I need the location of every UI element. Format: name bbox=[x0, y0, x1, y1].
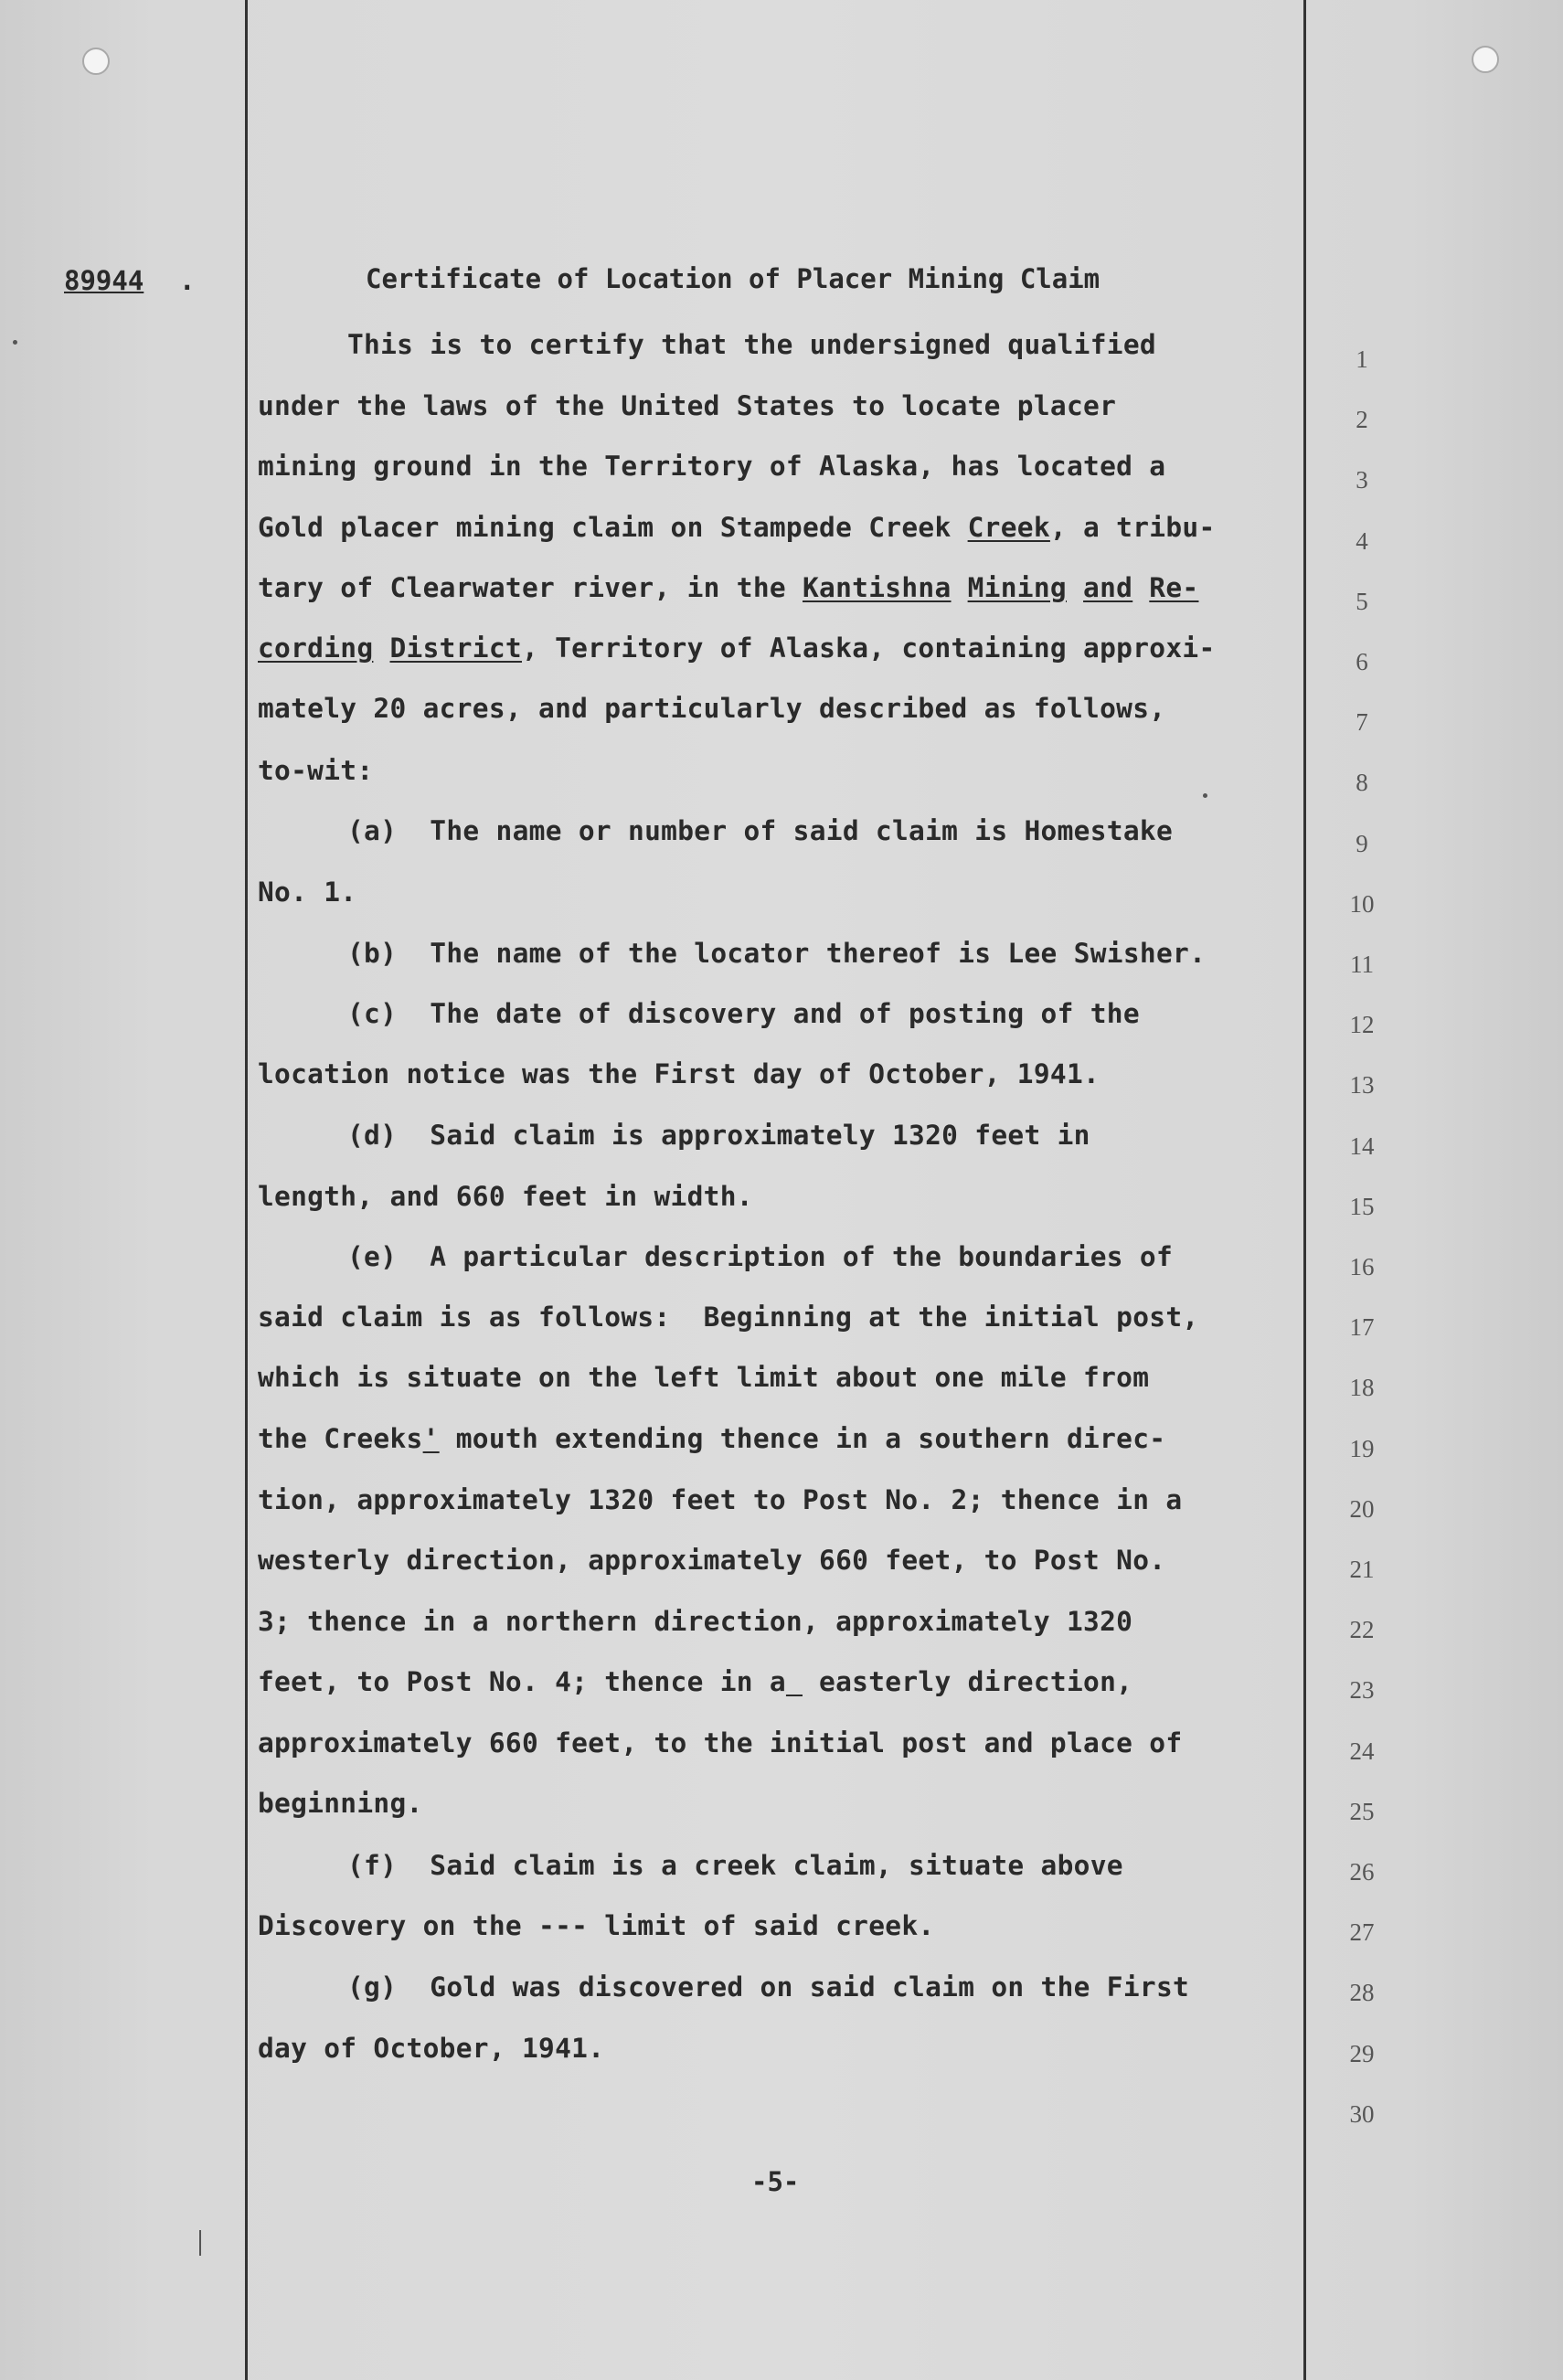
body-text-segment: beginning. bbox=[258, 1788, 423, 1819]
underlined-text: and bbox=[1083, 572, 1133, 603]
body-text-segment: 3; thence in a northern direction, approximately 1320 bbox=[258, 1606, 1133, 1637]
underlined-text: Kantishna bbox=[803, 572, 952, 603]
body-line bbox=[258, 1362, 1149, 1393]
line-number: 22 bbox=[1349, 1616, 1375, 1644]
line-number: 9 bbox=[1356, 829, 1368, 857]
document-number: 89944 bbox=[64, 265, 144, 296]
body-text-segment: , a tribu- bbox=[1049, 512, 1216, 543]
stray-mark bbox=[1203, 793, 1207, 798]
line-number: 7 bbox=[1356, 708, 1368, 737]
body-line bbox=[258, 693, 1165, 724]
line-number: 19 bbox=[1349, 1434, 1375, 1462]
line-number: 12 bbox=[1349, 1011, 1375, 1039]
line-number: 13 bbox=[1349, 1071, 1375, 1100]
underlined-text: ' bbox=[422, 1423, 440, 1454]
body-line bbox=[347, 1241, 1173, 1272]
body-text-segment bbox=[952, 572, 968, 603]
punch-hole-left bbox=[82, 48, 110, 75]
body-text-segment: to-wit: bbox=[258, 755, 374, 786]
body-line bbox=[347, 998, 1140, 1029]
line-number: 11 bbox=[1350, 951, 1374, 978]
body-text-segment: (e) A particular description of the boundaries of bbox=[347, 1241, 1174, 1272]
body-text-segment: easterly direction, bbox=[803, 1666, 1133, 1697]
body-line bbox=[258, 572, 1198, 603]
body-text-segment: (f) Said claim is a creek claim, situate above bbox=[347, 1850, 1123, 1881]
line-number: 16 bbox=[1349, 1253, 1375, 1280]
line-number: 18 bbox=[1349, 1374, 1375, 1402]
body-line bbox=[258, 1058, 1100, 1089]
line-number: 24 bbox=[1349, 1737, 1375, 1765]
line-number: 29 bbox=[1349, 2039, 1375, 2067]
body-text-segment: location notice was the First day of October, 1941. bbox=[258, 1058, 1100, 1089]
body-text-segment: under the laws of the United States to locate placer bbox=[258, 390, 1117, 421]
line-number: 28 bbox=[1349, 1979, 1375, 2007]
body-line bbox=[258, 755, 373, 786]
document-number-period: . bbox=[179, 265, 196, 296]
body-line bbox=[258, 1727, 1182, 1758]
body-text-segment: feet, to Post No. 4; thence in a bbox=[258, 1666, 786, 1697]
body-line bbox=[258, 1910, 934, 1941]
underlined-text: Mining bbox=[967, 572, 1067, 603]
underlined-text: District bbox=[389, 632, 522, 664]
body-text-segment: mately 20 acres, and particularly described as follows, bbox=[258, 693, 1166, 724]
body-text-segment: day of October, 1941. bbox=[258, 2033, 605, 2064]
line-number: 20 bbox=[1349, 1494, 1375, 1523]
line-number: 23 bbox=[1349, 1676, 1375, 1705]
line-number: 6 bbox=[1356, 648, 1368, 675]
body-line bbox=[347, 1971, 1189, 2003]
body-text-segment: (b) The name of the locator thereof is Lee Swisher. bbox=[347, 938, 1207, 969]
body-line bbox=[258, 1423, 1165, 1454]
underlined-text: cording bbox=[258, 632, 374, 664]
line-number: 3 bbox=[1356, 466, 1368, 494]
body-line bbox=[347, 329, 1156, 360]
body-text-segment: which is situate on the left limit about one mile from bbox=[258, 1362, 1150, 1393]
body-text-segment: tary of Clearwater river, in the bbox=[258, 572, 803, 603]
body-line bbox=[258, 1666, 1132, 1697]
body-line bbox=[258, 877, 356, 908]
body-text-segment: (a) The name or number of said claim is Homestake bbox=[347, 815, 1174, 846]
line-number: 25 bbox=[1349, 1797, 1375, 1825]
body-text-segment: said claim is as follows: Beginning at the initial post, bbox=[258, 1302, 1199, 1333]
body-line bbox=[258, 1606, 1132, 1637]
body-line bbox=[258, 1181, 753, 1212]
body-text-segment: tion, approximately 1320 feet to Post No. 2; thence in a bbox=[258, 1484, 1183, 1515]
body-line bbox=[347, 938, 1206, 969]
body-text-segment: mouth extending thence in a southern direc- bbox=[439, 1423, 1166, 1454]
body-text-segment bbox=[1067, 572, 1083, 603]
line-number: 26 bbox=[1349, 1858, 1375, 1886]
line-number: 15 bbox=[1349, 1192, 1375, 1220]
line-number: 8 bbox=[1356, 769, 1368, 797]
body-text-segment: Gold placer mining claim on Stampede Creek bbox=[258, 512, 968, 543]
line-number: 17 bbox=[1349, 1313, 1375, 1342]
line-number: 1 bbox=[1356, 345, 1368, 373]
body-text-segment: (c) The date of discovery and of posting of the bbox=[347, 998, 1140, 1029]
body-line bbox=[258, 1484, 1182, 1515]
body-text-segment: (g) Gold was discovered on said claim on the First bbox=[347, 1971, 1190, 2003]
left-margin-rule bbox=[245, 0, 248, 2380]
line-number: 10 bbox=[1349, 889, 1375, 918]
body-line bbox=[347, 1120, 1090, 1151]
body-line bbox=[258, 1545, 1165, 1576]
line-number: 2 bbox=[1356, 406, 1368, 434]
body-text-segment: westerly direction, approximately 660 feet, to Post No. bbox=[258, 1545, 1166, 1576]
body-line bbox=[258, 451, 1165, 482]
body-text-segment: mining ground in the Territory of Alaska, has located a bbox=[258, 451, 1166, 482]
body-line bbox=[347, 1850, 1123, 1881]
stray-mark bbox=[13, 340, 17, 345]
body-text-segment: , Territory of Alaska, containing approxi- bbox=[521, 632, 1216, 664]
body-text-segment: the Creeks bbox=[258, 1423, 423, 1454]
right-margin-rule bbox=[1303, 0, 1306, 2380]
line-number: 30 bbox=[1349, 2099, 1375, 2128]
underlined-text bbox=[786, 1666, 803, 1697]
body-text-segment bbox=[373, 632, 389, 664]
line-number: 5 bbox=[1356, 587, 1368, 615]
body-line bbox=[258, 512, 1216, 543]
body-text-segment: approximately 660 feet, to the initial post and place of bbox=[258, 1727, 1183, 1758]
punch-hole-right bbox=[1472, 46, 1499, 73]
underlined-text: Creek bbox=[967, 512, 1050, 543]
body-line bbox=[258, 390, 1116, 421]
body-text-segment: length, and 660 feet in width. bbox=[258, 1181, 753, 1212]
underlined-text: Re- bbox=[1149, 572, 1199, 603]
body-text-segment: This is to certify that the undersigned qualified bbox=[347, 329, 1156, 360]
line-number: 4 bbox=[1356, 526, 1368, 555]
body-text-segment: Discovery on the --- limit of said creek. bbox=[258, 1910, 935, 1941]
page-number: -5- bbox=[751, 2166, 800, 2197]
body-line bbox=[258, 1302, 1198, 1333]
line-number: 27 bbox=[1349, 1918, 1375, 1947]
line-number: 14 bbox=[1349, 1132, 1375, 1160]
body-text-segment bbox=[1132, 572, 1149, 603]
stray-mark bbox=[199, 2230, 201, 2256]
line-number: 21 bbox=[1349, 1556, 1375, 1583]
body-text-segment: (d) Said claim is approximately 1320 feet in bbox=[347, 1120, 1090, 1151]
document-title: Certificate of Location of Placer Mining Claim bbox=[366, 263, 1100, 294]
body-line bbox=[258, 2033, 604, 2064]
body-text-segment: No. 1. bbox=[258, 877, 357, 908]
body-line bbox=[258, 632, 1216, 664]
body-line bbox=[258, 1788, 423, 1819]
body-line bbox=[347, 815, 1173, 846]
